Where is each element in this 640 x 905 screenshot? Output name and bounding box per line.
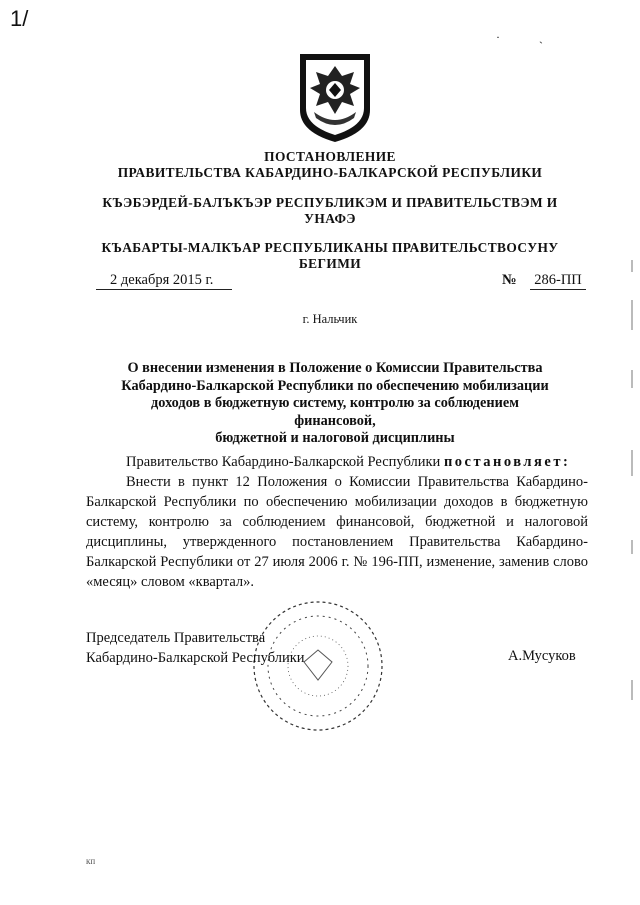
signer-position-line2: Кабардино-Балкарской Республики: [86, 650, 305, 666]
decree-intro: [86, 452, 588, 472]
number-sign: №: [502, 272, 517, 288]
title-line-3: доходов в бюджетную систему, контролю за соблюдением финансовой,: [151, 395, 519, 429]
coat-of-arms-emblem: [296, 52, 374, 144]
signer-name: А.Мусуков: [508, 648, 576, 664]
header-government: ПРАВИТЕЛЬСТВА КАБАРДИНО-БАЛКАРСКОЙ РЕСПУБЛИКИ: [117, 165, 543, 180]
header-balkar-line1: КЪАБАРТЫ-МАЛКЪАР РЕСПУБЛИКАНЫ ПРАВИТЕЛЬСТВОСУНУ: [101, 240, 559, 255]
intro-text: Правительство Кабардино-Балкарской Республики: [126, 454, 441, 470]
title-line-1: О внесении изменения в Положение о Комиссии Правительства: [127, 360, 543, 376]
decree-number: 286-ПП: [530, 272, 586, 290]
decree-body: Внести в пункт 12 Положения о Комиссии Правительства Кабардино-Балкарской Республики по обеспечению мобилизации доходов в бюджетную систему, контролю за соблюдением финансовой, бюджетной и налоговой дисциплины, утвержденного постановлением Правительства Кабардино-Балкарской Республики от 27 июля 2006 г. № 196-ПП, изменение, заменив слово «месяц» словом «квартал».: [86, 474, 588, 590]
header-title: ПОСТАНОВЛЕНИЕ: [264, 149, 396, 164]
decree-title: [110, 360, 560, 448]
signer-position-line1: Председатель Правительства: [86, 630, 266, 646]
scan-edge-marks: [628, 240, 636, 740]
city: г. Нальчик: [302, 312, 358, 326]
bottom-mark: кп: [86, 856, 96, 866]
header-kabardian-line2: УНАФЭ: [304, 211, 356, 226]
header-balkar-line2: БЕГИМИ: [298, 256, 362, 271]
decree-date: 2 декабря 2015 г.: [96, 272, 232, 290]
title-line-4: бюджетной и налоговой дисциплины: [215, 430, 455, 446]
signature-block: [86, 628, 305, 668]
header-kabardian-line1: КЪЭБЭРДЕЙ-БАЛЪКЪЭР РЕСПУБЛИКЭМ И ПРАВИТЕЛЬСТВЭМ И: [102, 195, 558, 210]
scan-specks: · ˎ: [496, 30, 561, 44]
handwritten-page-mark: 1/: [10, 6, 29, 31]
decree-word: постановляет:: [443, 454, 571, 470]
title-line-2: Кабардино-Балкарской Республики по обеспечению мобилизации: [121, 377, 549, 394]
